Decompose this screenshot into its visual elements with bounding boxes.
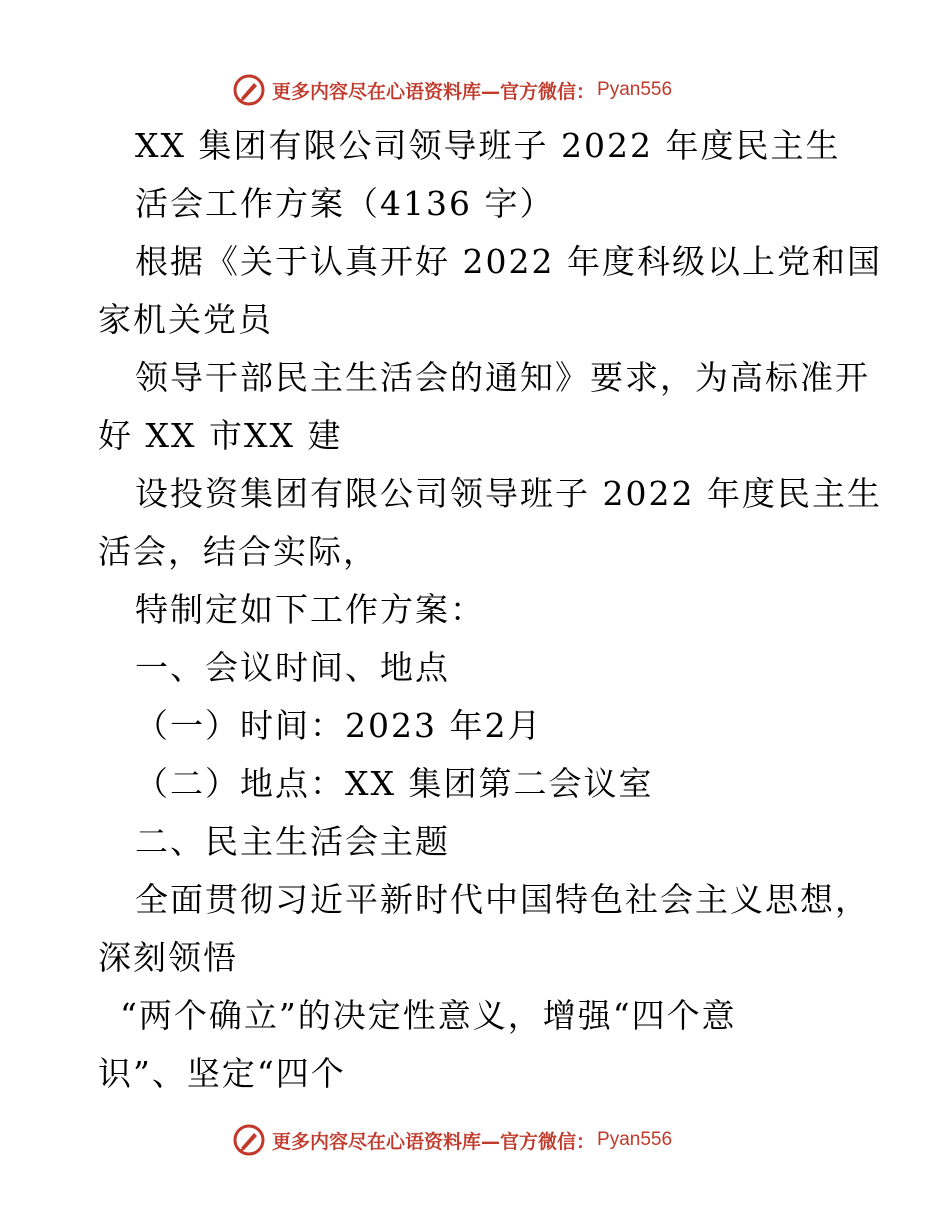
watermark-text: 更多内容尽在心语资料库—官方微信： bbox=[272, 80, 596, 103]
section-heading-2: 二、民主生活会主题 bbox=[135, 822, 450, 861]
paragraph-line: 根据《关于认真开好 2022 年度科级以上党和国 bbox=[135, 242, 882, 281]
paragraph-line: 深刻领悟 bbox=[98, 938, 238, 977]
brush-logo-icon bbox=[232, 73, 266, 107]
paragraph-line: 识”、坚定“四个 bbox=[98, 1054, 346, 1093]
subsection-location: （二）地点：XX 集团第二会议室 bbox=[135, 764, 654, 803]
section-heading-1: 一、会议时间、地点 bbox=[135, 648, 450, 687]
watermark-top bbox=[232, 70, 672, 110]
paragraph-line: 设投资集团有限公司领导班子 2022 年度民主生 bbox=[135, 474, 882, 513]
watermark-text: 更多内容尽在心语资料库—官方微信： bbox=[272, 1130, 596, 1153]
watermark-bottom bbox=[232, 1120, 672, 1160]
paragraph-line: 好 XX 市XX 建 bbox=[98, 416, 343, 455]
paragraph-line: 特制定如下工作方案： bbox=[135, 590, 485, 629]
paragraph-line: 家机关党员 bbox=[98, 300, 273, 339]
watermark-wechat-id: Pyan556 bbox=[597, 1129, 673, 1150]
brush-logo-icon bbox=[232, 1123, 266, 1157]
paragraph-line: 活会，结合实际， bbox=[98, 532, 378, 571]
subsection-time: （一）时间：2023 年2月 bbox=[135, 706, 543, 745]
paragraph-line: 领导干部民主生活会的通知》要求，为高标准开 bbox=[135, 358, 870, 397]
document-title-line-2: 活会工作方案（4136 字） bbox=[135, 184, 555, 223]
paragraph-line: 全面贯彻习近平新时代中国特色社会主义思想， bbox=[135, 880, 870, 919]
paragraph-line: “两个确立”的决定性意义，增强“四个意 bbox=[120, 996, 737, 1035]
watermark-wechat-id: Pyan556 bbox=[597, 79, 673, 100]
document-title-line-1: XX 集团有限公司领导班子 2022 年度民主生 bbox=[135, 126, 841, 165]
